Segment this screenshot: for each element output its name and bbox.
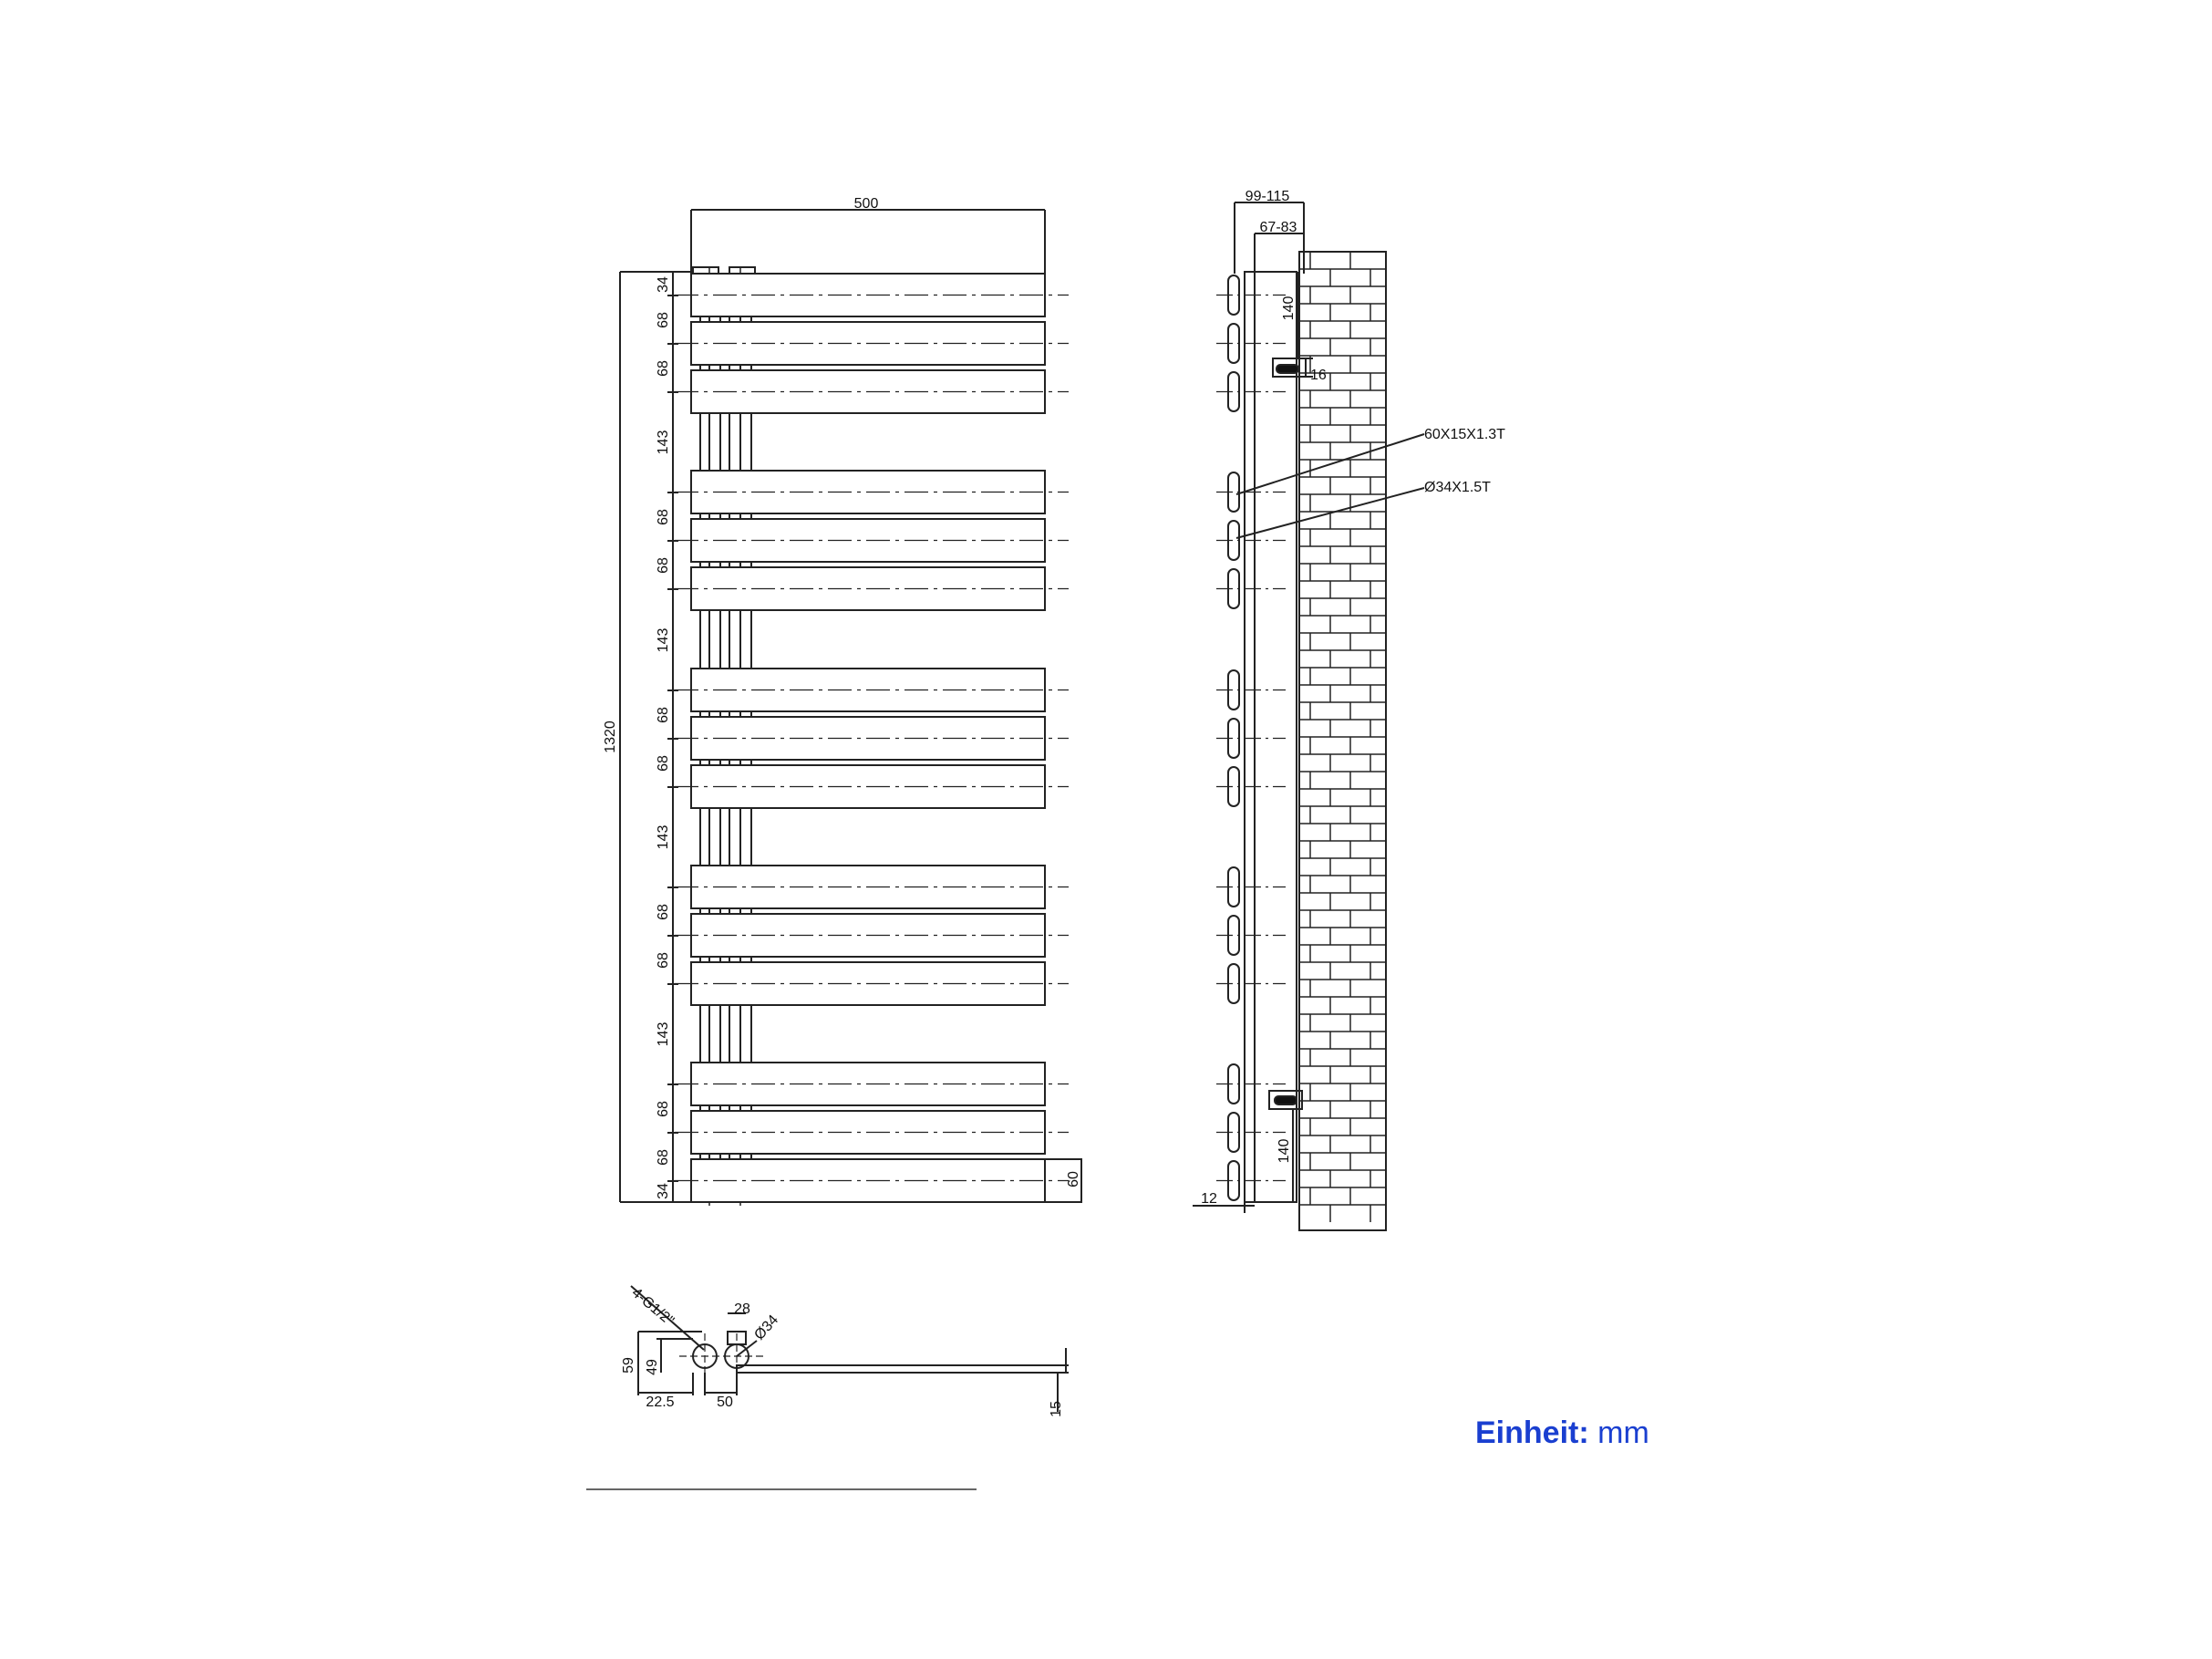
bottom-view bbox=[631, 1286, 1069, 1412]
bottom-bar-height-label: 60 bbox=[1066, 1171, 1081, 1187]
spacing-label: 68 bbox=[656, 360, 671, 377]
brick-wall bbox=[1299, 252, 1386, 1230]
bar-thickness-label: 15 bbox=[1049, 1401, 1064, 1417]
bracket-top-label: 140 bbox=[1281, 296, 1297, 321]
spacing-label: 68 bbox=[656, 1101, 671, 1117]
height-dimension-label: 1320 bbox=[603, 721, 618, 753]
spacing-label: 68 bbox=[656, 952, 671, 969]
spacing-label: 68 bbox=[656, 755, 671, 772]
spacing-label: 34 bbox=[656, 276, 671, 293]
spacing-label: 143 bbox=[656, 627, 671, 653]
outer-depth-label: 59 bbox=[621, 1357, 636, 1374]
bracket-bottom-label: 140 bbox=[1277, 1138, 1292, 1164]
spacing-label: 68 bbox=[656, 707, 671, 723]
spacing-labels bbox=[656, 276, 671, 1199]
front-view bbox=[620, 210, 1081, 1211]
spacing-label: 143 bbox=[656, 430, 671, 455]
bottom-bar-profile bbox=[737, 1365, 1066, 1373]
bracket-screw-top bbox=[1277, 365, 1298, 373]
pipe-cap-top bbox=[693, 267, 718, 274]
spacing-label: 68 bbox=[656, 557, 671, 574]
side-view bbox=[1193, 202, 1424, 1213]
spacing-label: 68 bbox=[656, 312, 671, 328]
depth-outer-label: 99-115 bbox=[1245, 189, 1290, 204]
bottom-offset-label: 12 bbox=[1201, 1191, 1217, 1207]
pipe-spacing-label: 50 bbox=[717, 1395, 733, 1410]
spacing-label: 34 bbox=[656, 1183, 671, 1199]
pipe-gap-label: 28 bbox=[734, 1301, 750, 1317]
thread-label: 4-G1/2" bbox=[628, 1285, 677, 1330]
pipe-diameter-label: Ø34 bbox=[751, 1312, 782, 1343]
radiator-side-body bbox=[1245, 272, 1297, 1202]
depth-inner-label: 67-83 bbox=[1259, 220, 1297, 235]
spacing-label: 68 bbox=[656, 509, 671, 525]
unit-label bbox=[1475, 1415, 1649, 1451]
spacing-label: 68 bbox=[656, 1149, 671, 1166]
edge-offset-label: 22.5 bbox=[646, 1395, 675, 1410]
pipe-cap-top bbox=[729, 267, 755, 274]
spacing-label: 68 bbox=[656, 904, 671, 920]
spacing-label: 143 bbox=[656, 1021, 671, 1047]
bracket-gap-label: 16 bbox=[1310, 368, 1327, 383]
width-dimension-label: 500 bbox=[853, 196, 879, 212]
bracket-screw-bottom bbox=[1275, 1096, 1297, 1104]
pipe-profile-label: Ø34X1.5T bbox=[1424, 480, 1491, 495]
unit-value: mm bbox=[1597, 1415, 1649, 1450]
bar-profile-label: 60X15X1.3T bbox=[1424, 427, 1505, 442]
inner-depth-label: 49 bbox=[645, 1359, 660, 1375]
unit-key: Einheit: bbox=[1475, 1415, 1589, 1450]
spacing-label: 143 bbox=[656, 824, 671, 850]
